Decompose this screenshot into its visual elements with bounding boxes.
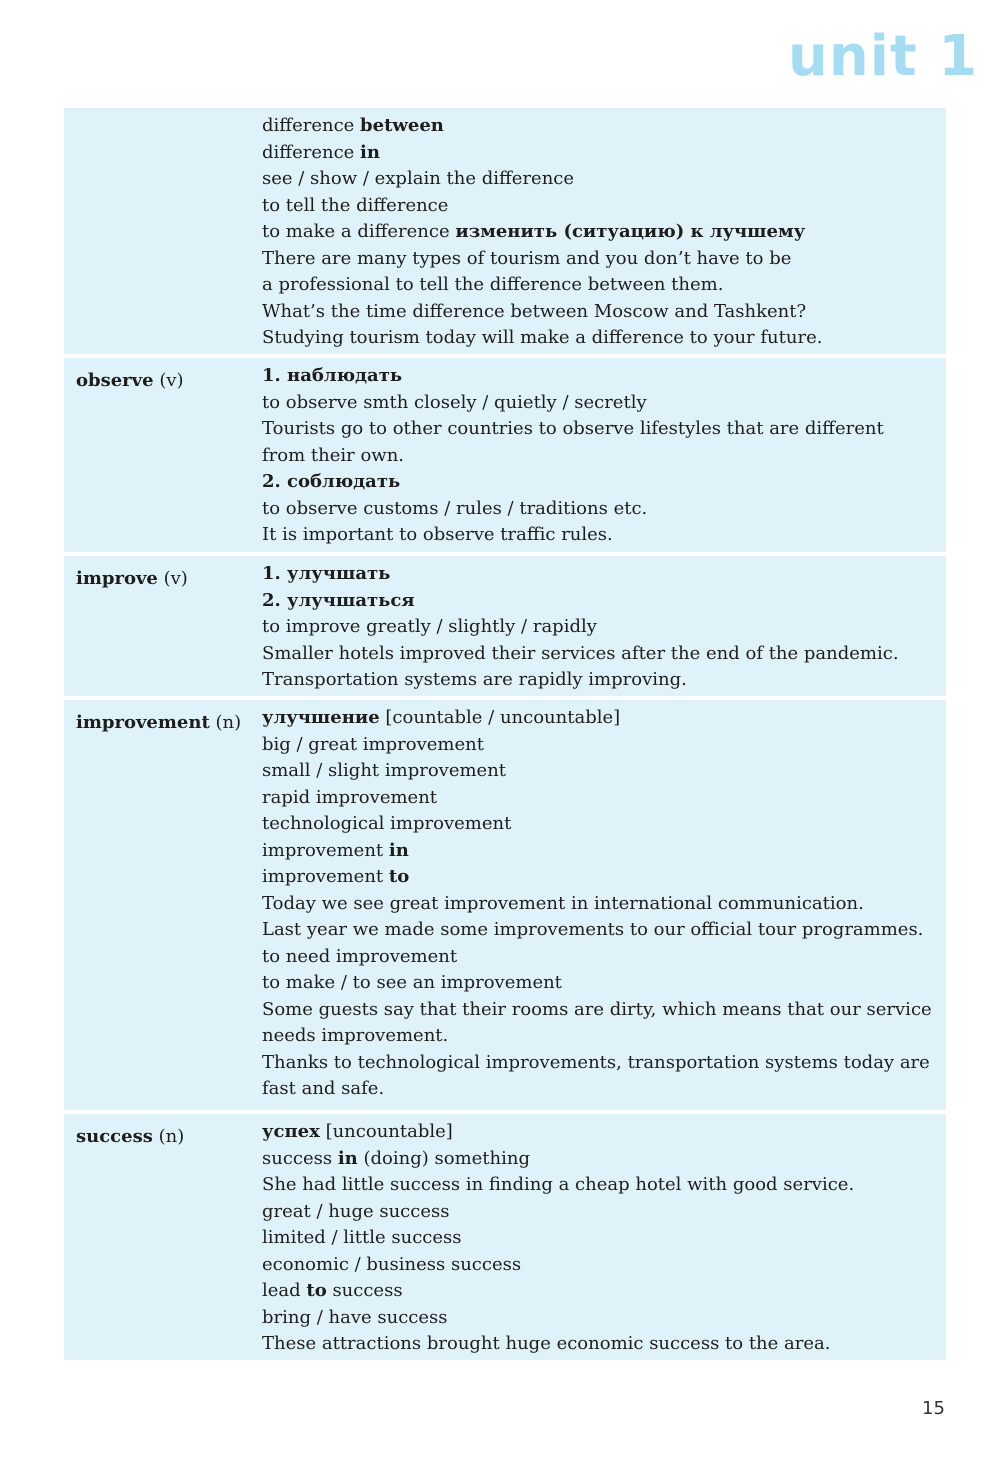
line-text: [countable / uncountable]: [379, 707, 621, 728]
definition-line: [262, 758, 938, 785]
definition-line: [262, 561, 938, 588]
line-text: difference: [262, 115, 361, 136]
line-text: (doing) something: [357, 1147, 530, 1169]
part-of-speech: (n): [158, 1126, 185, 1147]
line-text: see / show / explain the difference: [262, 168, 575, 189]
entry-definition: [262, 705, 938, 1103]
definition-line: [262, 1305, 938, 1332]
line-text: Some guests say that their rooms are dirty, which means that our service: [262, 998, 932, 1020]
definition-line: [262, 522, 938, 549]
line-text: Studying tourism today will make a difference to your future.: [262, 327, 823, 348]
line-bold: between: [360, 115, 444, 136]
line-text: to make a difference: [262, 221, 456, 242]
line-bold: to: [388, 866, 410, 887]
line-text: Last year we made some improvements to our official tour programmes.: [262, 919, 924, 940]
definition-line: [262, 113, 938, 140]
line-bold: in: [337, 1147, 358, 1169]
definition-line: [262, 219, 938, 246]
line-text: from their own.: [262, 444, 405, 466]
entry-row: [64, 1114, 946, 1360]
part-of-speech: (n): [215, 712, 242, 733]
definition-line: [262, 443, 938, 470]
definition-line: [262, 272, 938, 299]
line-text: to need improvement: [262, 945, 458, 967]
definition-line: [262, 1146, 938, 1173]
entry-headword: [76, 1124, 184, 1151]
entry-headword: [76, 710, 241, 737]
line-text: limited / little success: [262, 1227, 462, 1248]
definition-line: [262, 390, 938, 417]
headword: improve: [76, 568, 158, 589]
line-text: fast and safe.: [262, 1078, 385, 1099]
line-text: rapid improvement: [262, 786, 438, 808]
definition-line: [262, 1076, 938, 1103]
definition-line: [262, 1199, 938, 1226]
unit-title: unit 1: [788, 24, 979, 89]
definition-line: [262, 864, 938, 891]
line-bold: улучшение: [262, 707, 380, 728]
line-text: There are many types of tourism and you don’t have to be: [262, 247, 792, 269]
line-text: Today we see great improvement in international communication.: [262, 892, 864, 914]
line-bold: 1. улучшать: [262, 563, 391, 584]
headword: improvement: [76, 712, 210, 733]
definition-line: [262, 363, 938, 390]
definition-line: [262, 614, 938, 641]
definition-line: [262, 1331, 938, 1358]
definition-line: [262, 1050, 938, 1077]
line-text: technological improvement: [262, 813, 512, 834]
line-text: small / slight improvement: [262, 760, 507, 781]
line-text: bring / have success: [262, 1306, 448, 1328]
definition-line: [262, 246, 938, 273]
definition-line: [262, 944, 938, 971]
entry-row: [64, 108, 946, 354]
entry-row: [64, 556, 946, 696]
line-text: improvement: [262, 866, 389, 887]
definition-line: [262, 1023, 938, 1050]
line-bold: 2. улучшаться: [262, 589, 415, 611]
definition-line: [262, 970, 938, 997]
entry-row: [64, 358, 946, 552]
definition-line: [262, 997, 938, 1024]
definition-line: [262, 166, 938, 193]
line-text: It is important to observe traffic rules.: [262, 524, 613, 545]
line-bold: to: [306, 1280, 327, 1301]
definition-line: [262, 838, 938, 865]
definition-line: [262, 140, 938, 167]
entry-definition: [262, 561, 938, 694]
line-text: great / huge success: [262, 1200, 450, 1222]
line-bold: 1. наблюдать: [262, 365, 403, 386]
line-text: What’s the time difference between Moscow and Tashkent?: [262, 300, 807, 322]
entry-headword: [76, 368, 184, 395]
line-text: needs improvement.: [262, 1025, 449, 1046]
line-text: Transportation systems are rapidly improving.: [262, 669, 687, 690]
line-text: These attractions brought huge economic success to the area.: [262, 1333, 831, 1354]
definition-line: [262, 325, 938, 352]
line-text: improvement: [262, 839, 389, 861]
line-text: Tourists go to other countries to observe lifestyles that are different: [262, 418, 884, 439]
definition-line: [262, 588, 938, 615]
line-text: difference: [262, 141, 361, 163]
definition-line: [262, 416, 938, 443]
line-text: big / great improvement: [262, 733, 484, 755]
line-text: lead: [262, 1280, 307, 1301]
headword: success: [76, 1126, 153, 1147]
entry-definition: [262, 1119, 938, 1358]
definition-line: [262, 1252, 938, 1279]
definition-line: [262, 667, 938, 694]
entry-definition: [262, 113, 938, 352]
line-text: to tell the difference: [262, 194, 449, 216]
definition-line: [262, 299, 938, 326]
part-of-speech: (v): [163, 568, 188, 589]
line-text: success: [262, 1147, 338, 1169]
line-text: She had little success in finding a cheap hotel with good service.: [262, 1174, 855, 1195]
definition-line: [262, 1172, 938, 1199]
line-text: to observe customs / rules / traditions etc.: [262, 497, 648, 519]
line-bold: in: [388, 839, 409, 861]
line-text: [uncountable]: [319, 1121, 453, 1142]
line-text: success: [326, 1280, 403, 1301]
headword: observe: [76, 370, 154, 391]
page-number: 15: [922, 1398, 945, 1419]
definition-line: [262, 193, 938, 220]
line-text: Smaller hotels improved their services after the end of the pandemic.: [262, 642, 899, 664]
definition-line: [262, 1278, 938, 1305]
line-text: Thanks to technological improvements, transportation systems today are: [262, 1051, 930, 1073]
definition-line: [262, 785, 938, 812]
entry-headword: [76, 566, 188, 593]
line-text: to improve greatly / slightly / rapidly: [262, 616, 597, 637]
line-bold: изменить (ситуацию) к лучшему: [455, 221, 806, 242]
line-text: to make / to see an improvement: [262, 972, 562, 993]
part-of-speech: (v): [159, 370, 184, 391]
line-text: economic / business success: [262, 1253, 522, 1275]
definition-line: [262, 705, 938, 732]
definition-line: [262, 732, 938, 759]
entry-definition: [262, 363, 938, 549]
definition-line: [262, 469, 938, 496]
line-bold: 2. соблюдать: [262, 471, 401, 492]
line-text: a professional to tell the difference between them.: [262, 274, 724, 295]
definition-line: [262, 917, 938, 944]
line-bold: успех: [262, 1121, 320, 1142]
line-text: to observe smth closely / quietly / secretly: [262, 391, 647, 413]
definition-line: [262, 496, 938, 523]
entry-row: [64, 700, 946, 1110]
definition-line: [262, 1119, 938, 1146]
line-bold: in: [360, 141, 380, 163]
definition-line: [262, 641, 938, 668]
definition-line: [262, 1225, 938, 1252]
definition-line: [262, 811, 938, 838]
definition-line: [262, 891, 938, 918]
